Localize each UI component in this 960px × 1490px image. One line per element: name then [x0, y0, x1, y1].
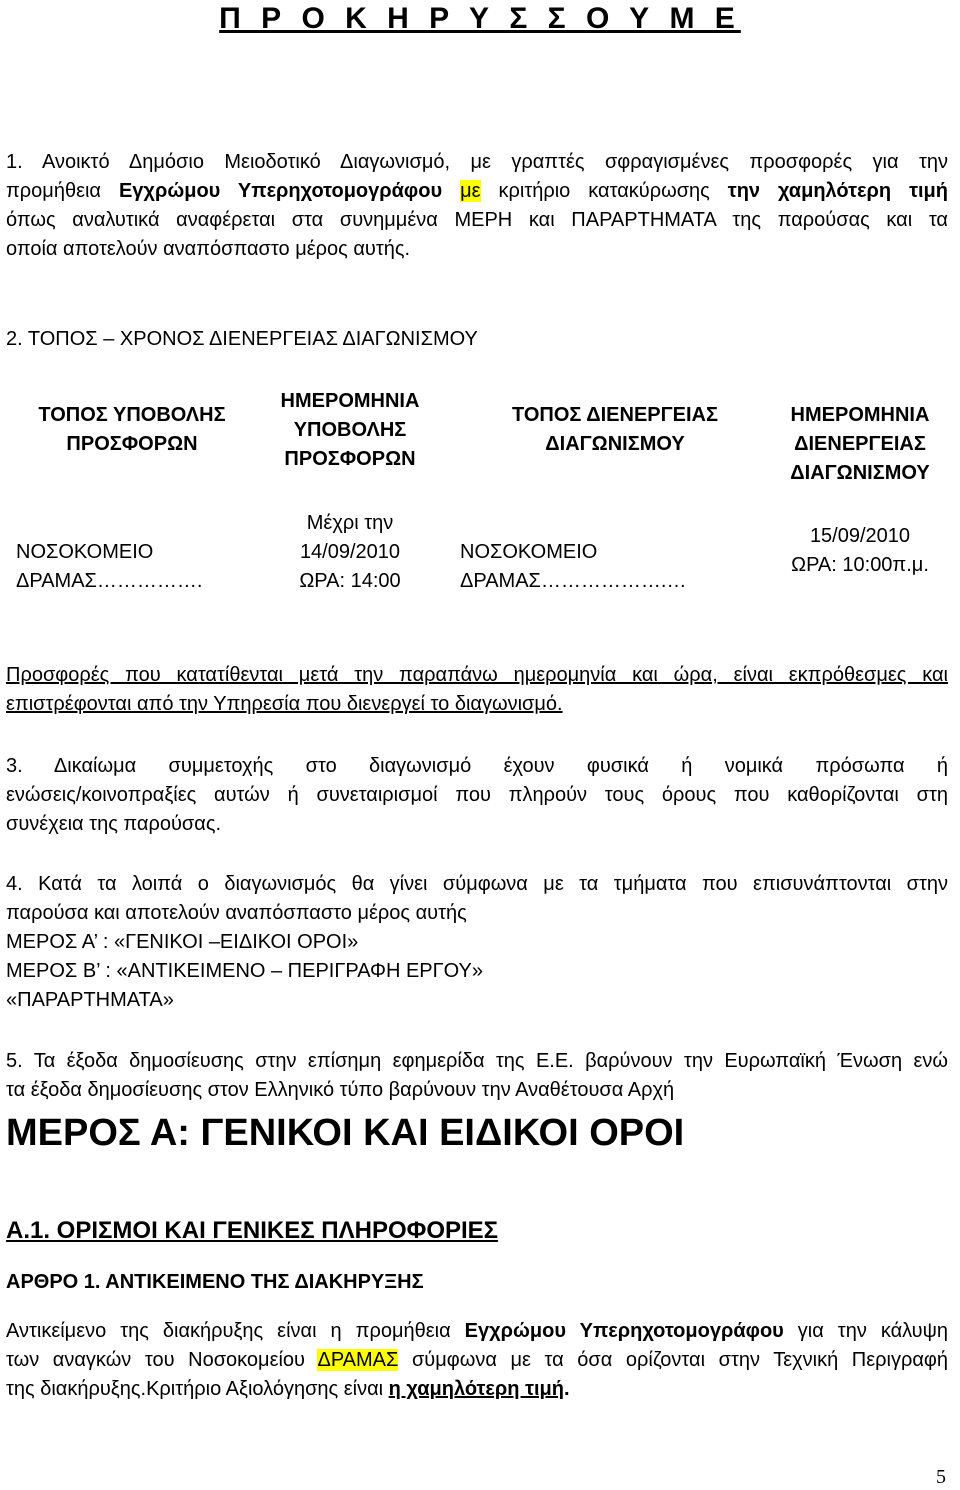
header-line: ΗΜΕΡΟΜΗΝΙΑ [790, 404, 930, 426]
cell-line: 15/09/2010 [809, 525, 911, 547]
cell-line: ΔΡΑΜΑΣ……………….… [460, 570, 687, 592]
section-3-line-1: 3. Δικαίωμα συμμετοχής στο διαγωνισμό έχουν φυσικά ή νομικά πρόσωπα ή [6, 755, 948, 777]
article-1-line-3 [6, 1375, 570, 1404]
header-line: ΠΡΟΣΦΟΡΩΝ [284, 448, 416, 470]
deadline-note-line-2: επιστρέφονται από την Υπηρεσία που διενεργεί το διαγωνισμό. [6, 693, 563, 715]
cell-line: ΝΟΣΟΚΟΜΕΙΟ [16, 541, 154, 563]
table-header-submission-place [8, 401, 256, 459]
text: Αντικείμενο της διακήρυξης είναι η προμήθεια [6, 1320, 465, 1342]
highlighted-text: ΔΡΑΜΑΣ [317, 1349, 399, 1371]
header-line: ΠΡΟΣΦΟΡΩΝ [66, 433, 198, 455]
section-a1-heading: Α.1. ΟΡΙΣΜΟΙ ΚΑΙ ΓΕΝΙΚΕΣ ΠΛΗΡΟΦΟΡΙΕΣ [6, 1217, 499, 1244]
section-1-line-2 [6, 177, 948, 206]
section-4-line-2: παρούσα και αποτελούν αναπόσπαστο μέρος αυτής [6, 902, 467, 924]
text: σύμφωνα με τα όσα ορίζονται στην Τεχνική Περιγραφή [398, 1349, 948, 1371]
item-name: Εγχρώμου Υπερηχοτομογράφου [464, 1320, 784, 1342]
section-3-line-2: ενώσεις/κοινοπραξίες αυτών ή συνεταιρισμοί που πληρούν τους όρους που καθορίζονται στη [6, 784, 948, 806]
section-4-line-4: ΜΕΡΟΣ Β’ : «ΑΝΤΙΚΕΙΜΕΝΟ – ΠΕΡΙΓΡΑΦΗ ΕΡΓΟΥ» [6, 960, 484, 982]
section-3-line-3: συνέχεια της παρούσας. [6, 813, 222, 835]
text: για την κάλυψη [783, 1320, 948, 1342]
deadline-note-line-1: Προσφορές που κατατίθενται μετά την παραπάνω ημερομηνία και ώρα, είναι εκπρόθεσμες και [6, 664, 948, 686]
section-4-line-1: 4. Κατά τα λοιπά ο διαγωνισμός θα γίνει σύμφωνα με τα τμήματα που επισυνάπτονται στην [6, 873, 948, 895]
section-4-line-3: ΜΕΡΟΣ Α’ : «ΓΕΝΙΚΟΙ –ΕΙΔΙΚΟΙ ΟΡΟΙ» [6, 931, 359, 953]
header-line: ΤΟΠΟΣ ΥΠΟΒΟΛΗΣ [38, 404, 226, 426]
cell-line: ΔΡΑΜΑΣ……………. [16, 570, 203, 592]
page-number: 5 [936, 1466, 946, 1488]
cell-line: ΩΡΑ: 14:00 [299, 570, 401, 592]
criterion: την χαμηλότερη τιμή [727, 180, 949, 202]
text: των αναγκών του Νοσοκομείου [6, 1349, 318, 1371]
article-1-line-2 [6, 1346, 948, 1375]
header-line: ΔΙΑΓΩΝΙΣΜΟΥ [545, 433, 685, 455]
text [442, 180, 460, 202]
item-name: Εγχρώμου Υπερηχοτομογράφου [118, 180, 443, 202]
section-5-line-2: τα έξοδα δημοσίευσης στον Ελληνικό τύπο βαρύνουν την Αναθέτουσα Αρχή [6, 1079, 675, 1101]
header-line: ΔΙΕΝΕΡΓΕΙΑΣ [794, 433, 926, 455]
table-header-conduct-date [766, 401, 954, 488]
table-cell-conduct-place [460, 538, 686, 596]
cell-line: 14/09/2010 [299, 541, 401, 563]
header-line: ΔΙΑΓΩΝΙΣΜΟΥ [790, 462, 930, 484]
table-header-conduct-place [450, 401, 780, 459]
header-line: ΥΠΟΒΟΛΗΣ [293, 419, 407, 441]
criterion: η χαμηλότερη τιμή [388, 1378, 565, 1400]
table-cell-submission-place [16, 538, 202, 596]
cell-line: ΝΟΣΟΚΟΜΕΙΟ [460, 541, 598, 563]
section-1-line-1: 1. Ανοικτό Δημόσιο Μειοδοτικό Διαγωνισμό, με γραπτές σφραγισμένες προσφορές για την [6, 151, 948, 173]
header-line: ΤΟΠΟΣ ΔΙΕΝΕΡΓΕΙΑΣ [512, 404, 718, 426]
text: κριτήριο κατακύρωσης [480, 180, 728, 202]
table-cell-submission-date [252, 509, 448, 596]
cell-line: ΩΡΑ: 10:00π.μ. [791, 554, 929, 576]
section-1-line-3: όπως αναλυτικά αναφέρεται στα συνημμένα ΜΕΡΗ και ΠΑΡΑΡΤΗΜΑΤΑ της παρούσας και τα [6, 209, 948, 231]
section-5-line-1: 5. Τα έξοδα δημοσίευσης στην επίσημη εφημερίδα της Ε.Ε. βαρύνουν την Ευρωπαϊκή Ένωση ενώ [6, 1050, 948, 1072]
part-a-heading: ΜΕΡΟΣ Α: ΓΕΝΙΚΟΙ ΚΑΙ ΕΙΔΙΚΟΙ ΟΡΟΙ [6, 1112, 685, 1154]
text: προμήθεια [6, 180, 119, 202]
section-2-heading: 2. ΤΟΠΟΣ – ΧΡΟΝΟΣ ΔΙΕΝΕΡΓΕΙΑΣ ΔΙΑΓΩΝΙΣΜΟΥ [6, 328, 478, 350]
table-header-submission-date [252, 387, 448, 474]
highlighted-text: με [460, 180, 481, 202]
document-title: Π Ρ Ο Κ Η Ρ Υ Σ Σ Ο Υ Μ Ε [219, 2, 741, 35]
section-1-line-4: οποία αποτελούν αναπόσπαστο μέρος αυτής. [6, 238, 411, 260]
article-1-heading: ΑΡΘΡΟ 1. ΑΝΤΙΚΕΙΜΕΝΟ ΤΗΣ ΔΙΑΚΗΡΥΞΗΣ [6, 1271, 424, 1293]
header-line: ΗΜΕΡΟΜΗΝΙΑ [280, 390, 420, 412]
text: της διακήρυξης.Κριτήριο Αξιολόγησης είναι [6, 1378, 389, 1400]
cell-line: Μέχρι την [306, 512, 394, 534]
table-cell-conduct-date [766, 522, 954, 580]
text: . [564, 1378, 570, 1400]
article-1-line-1 [6, 1317, 948, 1346]
section-4-line-5: «ΠΑΡΑΡΤΗΜΑΤΑ» [6, 989, 174, 1011]
